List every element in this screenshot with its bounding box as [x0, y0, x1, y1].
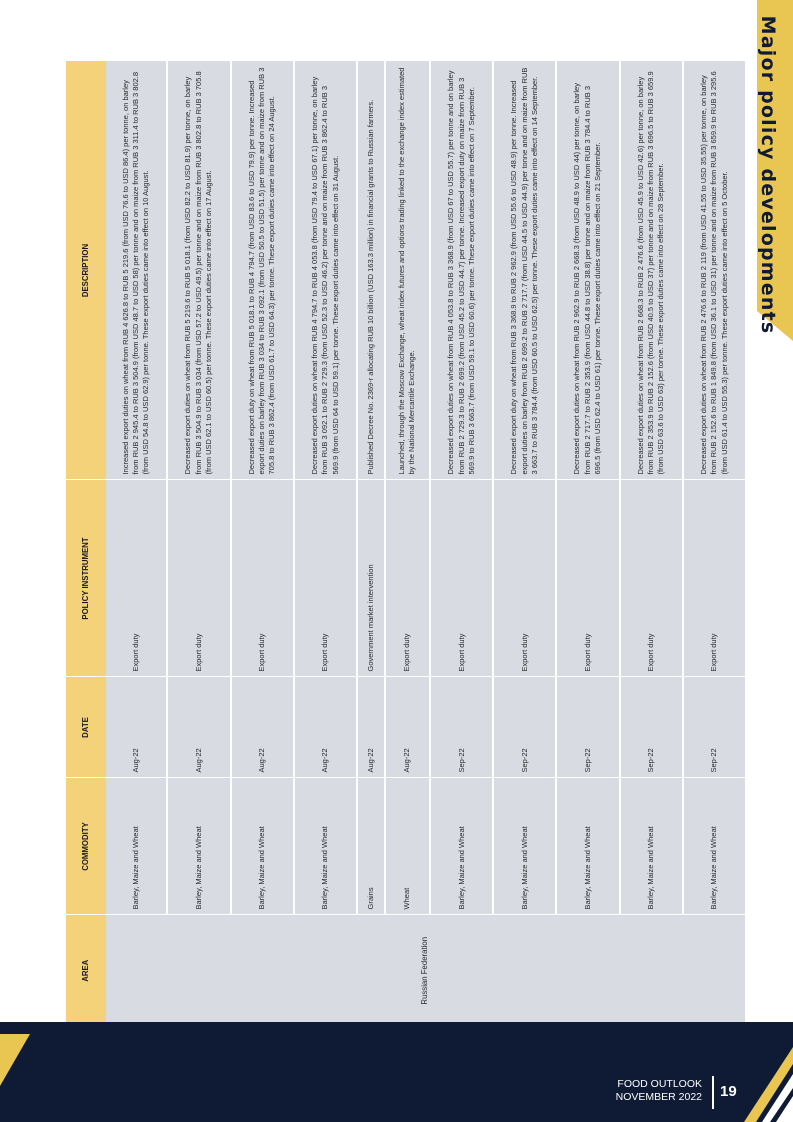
table-row — [357, 61, 385, 1026]
description-cell: Decreased export duty on wheat from RUB 3 368.9 to RUB 2 962.9 (from USD 55.6 to USD 48.9) per tonne. Increased export duties on barley from RUB 2 699.2 to RUB 2 717.7 (from USD 44.5 to USD 44.9) per tonne and on maize from RUB 3 663.7 to RUB 3 784.4 (from USD 60.5 to USD 62.5) per tonne. These export duties came into effect on 14 September. — [493, 61, 556, 480]
table-row — [620, 61, 683, 1026]
table-row — [683, 61, 746, 1026]
date-cell: Aug-22 — [294, 677, 357, 778]
instrument-cell: Export duty — [385, 480, 430, 677]
footer-report-title: FOOD OUTLOOK — [617, 1078, 702, 1090]
instrument-cell: Export duty — [683, 480, 746, 677]
commodity-cell: Barley, Maize and Wheat — [556, 778, 619, 915]
description-cell: Increased export duties on wheat from RUB 4 626.8 to RUB 5 219.6 (from USD 76.6 to USD 86.4) per tonne, on barley from RUB 2 945.4 to RUB 3 504.9 (from USD 48.7 to USD 58) per tonne and on maize from RUB 3 311.4 to RUB 3 802.8 (from USD 54.8 to USD 62.9) per tonne. These export duties came into effect on 10 August. — [106, 61, 167, 480]
instrument-cell: Export duty — [430, 480, 493, 677]
table-header-row — [66, 61, 106, 1026]
date-cell: Sep-22 — [683, 677, 746, 778]
description-cell: Decreased export duties on wheat from RUB 2 962.9 to RUB 2 668.3 (from USD 48.9 to USD 44) per tonne, on barley from RUB 2 717.7 to RUB 2 353.9 (from USD 44.8 to USD 38.8) per tonne and on maize from RUB 3 784.4 to RUB 3 696.5 (from USD 62.4 to USD 61) per tonne. These export duties came into effect on 21 September. — [556, 61, 619, 480]
date-cell: Aug-22 — [231, 677, 294, 778]
description-cell: Launched, through the Moscow Exchange, wheat index futures and options trading linked to the exchange index estimated by the National Mercantile Exchange. — [385, 61, 430, 480]
header-commodity: COMMODITY — [66, 778, 106, 915]
table-row — [231, 61, 294, 1026]
instrument-cell: Export duty — [231, 480, 294, 677]
instrument-cell: Government market intervention — [357, 480, 385, 677]
description-cell: Decreased export duties on wheat from RUB 2 476.6 to RUB 2 119 (from USD 41.55 to USD 35.55) per tonne, on barley from RUB 2 152.6 to RUB 1 849.8 (from USD 36.1 to USD 31) per tonne and on maize from RUB 3 659.9 to RUB 3 295.6 (from USD 61.4 to USD 55.3) per tonne. These export duties came into effect on 5 October. — [683, 61, 746, 480]
description-cell: Decreased export duties on wheat from RUB 5 219.6 to RUB 5 018.1 (from USD 82.2 to USD 81.9) per tonne, on barley from RUB 3 504.9 to RUB 3 034 (from USD 57.2 to USD 49.5) per tonne and on maize from RUB 3 802.8 to RUB 3 705.8 (from USD 62.1 to USD 60.5) per tonne. These export duties came into effect on 17 August. — [167, 61, 230, 480]
date-cell: Sep-22 — [493, 677, 556, 778]
commodity-cell: Grains — [357, 778, 385, 915]
instrument-cell: Export duty — [493, 480, 556, 677]
header-description: DESCRIPTION — [66, 61, 106, 480]
footer-report-date: NOVEMBER 2022 — [615, 1091, 702, 1103]
header-date: DATE — [66, 677, 106, 778]
commodity-cell: Barley, Maize and Wheat — [167, 778, 230, 915]
table-row — [430, 61, 493, 1026]
commodity-cell: Barley, Maize and Wheat — [231, 778, 294, 915]
instrument-cell: Export duty — [620, 480, 683, 677]
date-cell: Aug-22 — [357, 677, 385, 778]
description-cell: Decreased export duties on wheat from RUB 2 668.3 to RUB 2 476.6 (from USD 45.9 to USD 42.6) per tonne, on barley from RUB 2 353.9 to RUB 2 152.6 (from USD 40.5 to USD 37) per tonne and on maize from RUB 3 696.5 to RUB 3 659.9 (from USD 63.6 to USD 63) per tonne. These export duties came into effect on 28 September. — [620, 61, 683, 480]
date-cell: Aug-22 — [167, 677, 230, 778]
description-cell: Decreased export duties on wheat from RUB 4 053.8 to RUB 3 368.9 (from USD 67 to USD 55.7) per tonne and on barley from RUB 2 729.3 to RUB 2 699.2 (from USD 45.2 to USD 44.7) per tonne. Increased export duty on maize from RUB 3 569.9 to RUB 3 663.7 (from USD 59.1 to USD 60.6) per tonne. These export duties came into effect on 7 September. — [430, 61, 493, 480]
policy-table-region — [66, 61, 747, 1026]
footer-divider — [712, 1076, 714, 1109]
instrument-cell: Export duty — [294, 480, 357, 677]
table-row — [493, 61, 556, 1026]
commodity-cell: Barley, Maize and Wheat — [620, 778, 683, 915]
instrument-cell: Export duty — [167, 480, 230, 677]
table-row — [556, 61, 619, 1026]
page-number: 19 — [720, 1083, 737, 1100]
table-row — [294, 61, 357, 1026]
area-cell: Russian Federation — [106, 915, 746, 1026]
table-row — [167, 61, 230, 1026]
description-cell: Published Decree No. 2369-r allocating RUB 10 billion (USD 163.3 million) in financial grants to Russian farmers. — [357, 61, 385, 480]
description-cell: Decreased export duties on wheat from RUB 4 794.7 to RUB 4 053.8 (from USD 79.4 to USD 67.1) per tonne, on barley from RUB 3 092.1 to RUB 2 729.3 (from USD 52.3 to USD 46.2) per tonne and on maize from RUB 3 862.4 to RUB 3 569.9 (from USD 64 to USD 59.1) per tonne. These export duties came into effect on 31 August. — [294, 61, 357, 480]
commodity-cell: Barley, Maize and Wheat — [493, 778, 556, 915]
header-instrument: POLICY INSTRUMENT — [66, 480, 106, 677]
date-cell: Sep-22 — [556, 677, 619, 778]
date-cell: Aug-22 — [385, 677, 430, 778]
commodity-cell: Wheat — [385, 778, 430, 915]
commodity-cell: Barley, Maize and Wheat — [683, 778, 746, 915]
instrument-cell: Export duty — [106, 480, 167, 677]
table-row — [385, 61, 430, 1026]
commodity-cell: Barley, Maize and Wheat — [430, 778, 493, 915]
instrument-cell: Export duty — [556, 480, 619, 677]
footer-report — [560, 1078, 702, 1104]
header-area: AREA — [66, 915, 106, 1026]
date-cell: Aug-22 — [106, 677, 167, 778]
date-cell: Sep-22 — [620, 677, 683, 778]
commodity-cell: Barley, Maize and Wheat — [106, 778, 167, 915]
commodity-cell: Barley, Maize and Wheat — [294, 778, 357, 915]
description-cell: Decreased export duty on wheat from RUB 5 018.1 to RUB 4 794.7 (from USD 83.6 to USD 79.9) per tonne. Increased export duties on barley from RUB 3 034 to RUB 3 092.1 (from USD 50.5 to USD 51.5) per tonne and on maize from RUB 3 705.8 to RUB 3 862.4 (from USD 61.7 to USD 64.3) per tonne. These export duties came into effect on 24 August. — [231, 61, 294, 480]
table-row — [106, 61, 167, 1026]
footer-band — [0, 1022, 793, 1122]
policy-table — [66, 61, 747, 1026]
section-tab-title: Major policy developments — [757, 15, 779, 335]
date-cell: Sep-22 — [430, 677, 493, 778]
